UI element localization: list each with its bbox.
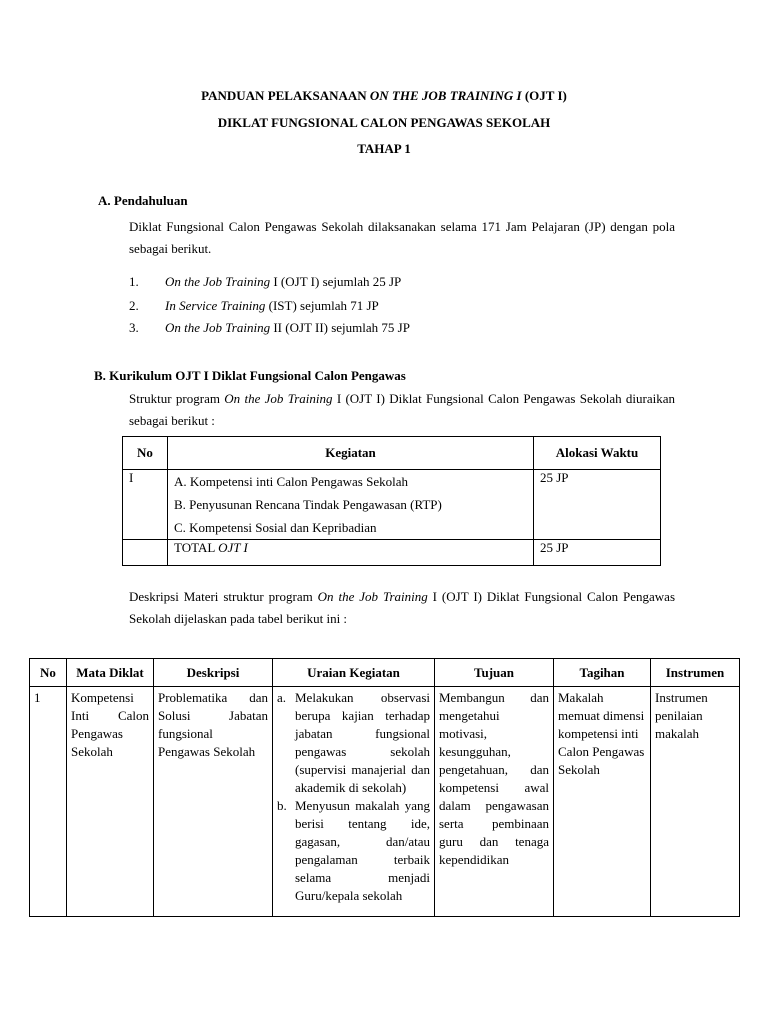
list-italic: In Service Training <box>165 298 266 313</box>
list-text: II (OJT II) sejumlah 75 JP <box>270 320 410 335</box>
section-a-paragraph: Diklat Fungsional Calon Pengawas Sekolah dilaksanakan selama 171 Jam Pelajaran (JP) dengan pola sebagai berikut. <box>129 219 675 256</box>
list-number: 1. <box>129 274 139 289</box>
col-header-no: No <box>123 437 168 470</box>
col-header-alokasi: Alokasi Waktu <box>534 437 661 470</box>
para-italic: On the Job Training <box>317 589 428 604</box>
deskripsi-paragraph <box>129 586 675 630</box>
doc-title-line2: DIKLAT FUNGSIONAL CALON PENGAWAS SEKOLAH <box>217 115 551 130</box>
col-header-deskripsi: Deskripsi <box>154 659 273 687</box>
uraian-text: Menyusun makalah yang berisi tentang ide, gagasan, dan/atau pengalaman terbaik selama menjadi Guru/kepala sekolah <box>295 798 430 903</box>
col-header-tujuan: Tujuan <box>435 659 554 687</box>
cell-mata-diklat: Kompetensi Inti Calon Pengawas Sekolah <box>67 687 154 917</box>
para-text: Deskripsi Materi struktur program <box>129 589 318 604</box>
section-b-heading: B. Kurikulum OJT I Diklat Fungsional Calon Pengawas <box>94 368 406 383</box>
doc-title-line3: TAHAP 1 <box>357 141 411 156</box>
table-row <box>123 470 661 540</box>
uraian-mark: a. <box>277 690 287 705</box>
cell-tagihan: Makalah memuat dimensi kompetensi inti Calon Pengawas Sekolah <box>554 687 651 917</box>
kegiatan-item: C. Kompetensi Sosial dan Kepribadian <box>174 520 377 535</box>
doc-title-line1 <box>0 88 768 104</box>
col-header-mata-diklat: Mata Diklat <box>67 659 154 687</box>
cell-alokasi: 25 JP <box>534 470 661 540</box>
cell-deskripsi: Problematika dan Solusi Jabatan fungsional Pengawas Sekolah <box>154 687 273 917</box>
list-number: 2. <box>129 298 139 313</box>
col-header-uraian: Uraian Kegiatan <box>273 659 435 687</box>
col-header-kegiatan: Kegiatan <box>168 437 534 470</box>
title-text: PANDUAN PELAKSANAAN <box>201 88 370 103</box>
total-label: TOTAL <box>174 540 219 555</box>
cell-no: I <box>123 470 168 540</box>
para-text: I (OJT I) Diklat Fungsional Calon Pengawas Sekolah diuraikan sebagai berikut : <box>129 391 675 428</box>
list-number: 3. <box>129 320 139 335</box>
col-header-instrumen: Instrumen <box>651 659 740 687</box>
section-a-heading: A. Pendahuluan <box>98 193 188 208</box>
cell-kegiatan <box>168 470 534 540</box>
uraian-item <box>277 689 430 797</box>
col-header-tagihan: Tagihan <box>554 659 651 687</box>
table-row-total <box>123 540 661 566</box>
uraian-mark: b. <box>277 798 287 813</box>
cell-total-time: 25 JP <box>534 540 661 566</box>
total-italic: OJT I <box>218 540 248 555</box>
col-header-no: No <box>30 659 67 687</box>
para-text: Struktur program <box>129 391 225 406</box>
cell-uraian <box>273 687 435 917</box>
uraian-item <box>277 797 430 905</box>
kegiatan-item: B. Penyusunan Rencana Tindak Pengawasan (RTP) <box>174 497 442 512</box>
list-italic: On the Job Training <box>165 320 271 335</box>
table-row <box>30 687 740 917</box>
cell-no: 1 <box>30 687 67 917</box>
cell-instrumen: Instrumen penilaian makalah <box>651 687 740 917</box>
para-text: I (OJT I) Diklat Fungsional Calon Pengawas Sekolah dijelaskan pada tabel berikut ini : <box>129 589 675 626</box>
kurikulum-table <box>122 436 661 566</box>
para-italic: On the Job Training <box>224 391 333 406</box>
deskripsi-table <box>29 658 740 917</box>
list-italic: On the Job Training <box>165 274 271 289</box>
cell-total-label <box>168 540 534 566</box>
kegiatan-item: A. Kompetensi inti Calon Pengawas Sekolah <box>174 474 408 489</box>
list-text: I (OJT I) sejumlah 25 JP <box>270 274 402 289</box>
list-text: (IST) sejumlah 71 JP <box>265 298 379 313</box>
title-italic: ON THE JOB TRAINING I <box>369 88 522 103</box>
cell-empty <box>123 540 168 566</box>
title-suffix: (OJT I) <box>521 88 567 103</box>
cell-tujuan: Membangun dan mengetahui motivasi, kesungguhan, pengetahuan, dan kompetensi awal dalam pengawasan serta pembinaan guru dan tenaga kependidikan <box>435 687 554 917</box>
uraian-text: Melakukan observasi berupa kajian terhadap jabatan fungsional pengawas sekolah (supervisi manajerial dan akademik di sekolah) <box>295 690 430 795</box>
section-b-paragraph <box>129 388 675 432</box>
